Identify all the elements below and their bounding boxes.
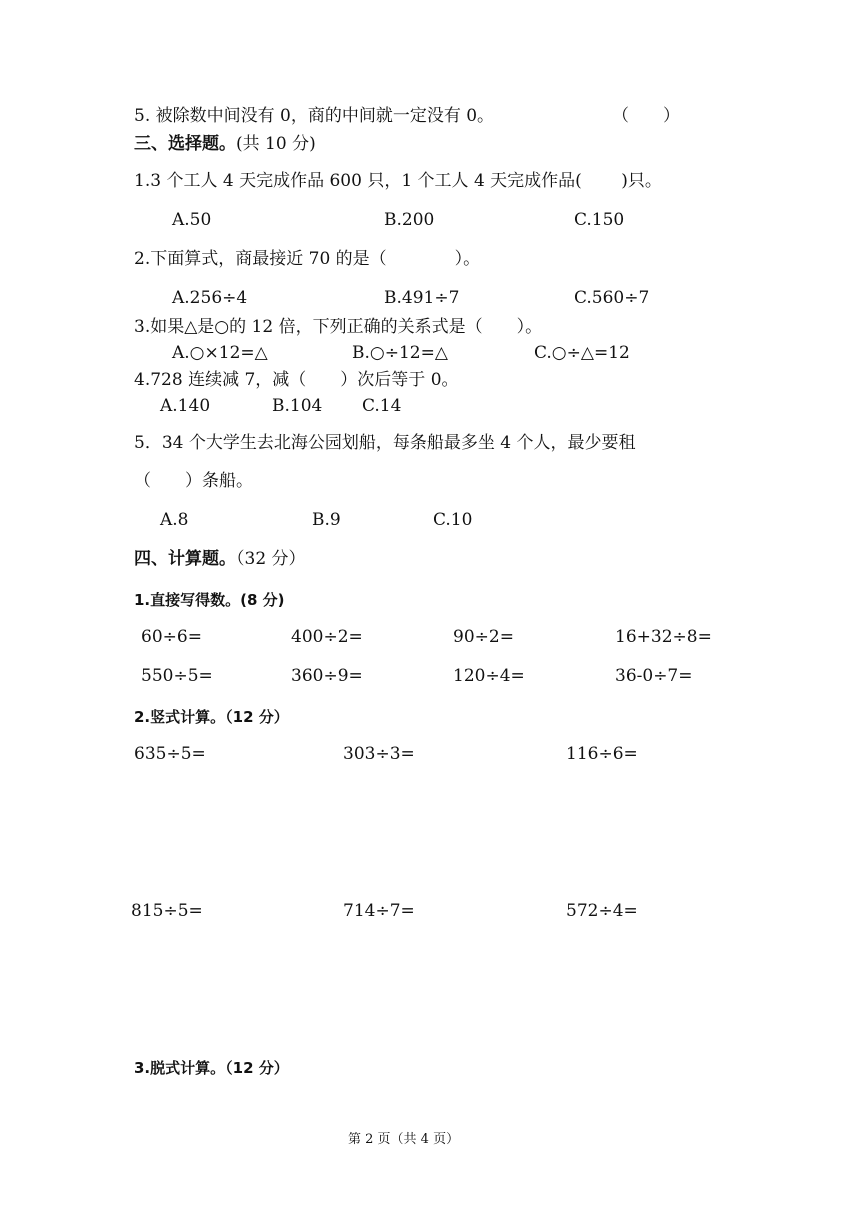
page-footer: 第 2 页（共 4 页） <box>348 1132 460 1147</box>
subsection-2-title: 2.竖式计算。（12 分） <box>134 708 289 726</box>
vertical-calc-item: 303÷3= <box>343 744 415 764</box>
mental-math-item: 16+32÷8= <box>615 627 712 647</box>
question-5-stem-line-2: （ ）条船。 <box>134 471 253 491</box>
question-3-option-a: A.○×12=△ <box>172 343 268 363</box>
question-4-stem: 4.728 连续减 7，减（ ）次后等于 0。 <box>134 370 459 390</box>
question-5-option-b: B.9 <box>312 510 341 530</box>
section-3-score: (共 10 分) <box>236 134 316 154</box>
mental-math-item: 90÷2= <box>453 627 514 647</box>
vertical-calc-item: 815÷5= <box>131 901 203 921</box>
question-1-option-b: B.200 <box>384 210 435 230</box>
question-2-stem: 2.下面算式，商最接近 70 的是（ ）。 <box>134 249 481 269</box>
mental-math-item: 120÷4= <box>453 666 525 686</box>
section-4-score: （32 分） <box>236 549 306 569</box>
vertical-calc-item: 714÷7= <box>343 901 415 921</box>
question-3-option-b: B.○÷12=△ <box>352 343 448 363</box>
question-1-option-a: A.50 <box>172 210 212 230</box>
subsection-1-title: 1.直接写得数。(8 分) <box>134 591 285 609</box>
vertical-calc-item: 572÷4= <box>566 901 638 921</box>
question-1-option-c: C.150 <box>574 210 625 230</box>
question-5-option-a: A.8 <box>160 510 189 530</box>
subsection-3-title: 3.脱式计算。（12 分） <box>134 1059 289 1077</box>
question-3-option-c: C.○÷△=12 <box>534 343 630 363</box>
mental-math-item: 360÷9= <box>291 666 363 686</box>
section-4-title: 四、计算题。 <box>134 549 236 569</box>
question-4-option-c: C.14 <box>362 396 402 416</box>
question-3-stem: 3.如果△是○的 12 倍，下列正确的关系式是（ ）。 <box>134 317 543 337</box>
question-4-option-b: B.104 <box>272 396 323 416</box>
mental-math-item: 400÷2= <box>291 627 363 647</box>
question-5-option-c: C.10 <box>433 510 473 530</box>
question-5-stem-line-1: 5．34 个大学生去北海公园划船，每条船最多坐 4 个人，最少要租 <box>134 433 636 453</box>
tf-item-5-blank: （ ） <box>612 106 680 126</box>
section-3-title: 三、选择题。 <box>134 134 236 154</box>
vertical-calc-item: 116÷6= <box>566 744 638 764</box>
question-2-option-c: C.560÷7 <box>574 288 650 308</box>
vertical-calc-item: 635÷5= <box>134 744 206 764</box>
mental-math-item: 60÷6= <box>141 627 202 647</box>
section-4-heading <box>134 548 306 570</box>
question-1-stem: 1.3 个工人 4 天完成作品 600 只，1 个工人 4 天完成作品( )只。 <box>134 171 662 191</box>
section-3-heading <box>134 133 316 155</box>
mental-math-item: 550÷5= <box>141 666 213 686</box>
question-2-option-b: B.491÷7 <box>384 288 460 308</box>
tf-item-5: 5. 被除数中间没有 0，商的中间就一定没有 0。 <box>134 106 495 126</box>
mental-math-item: 36-0÷7= <box>615 666 693 686</box>
question-4-option-a: A.140 <box>160 396 211 416</box>
question-2-option-a: A.256÷4 <box>172 288 248 308</box>
